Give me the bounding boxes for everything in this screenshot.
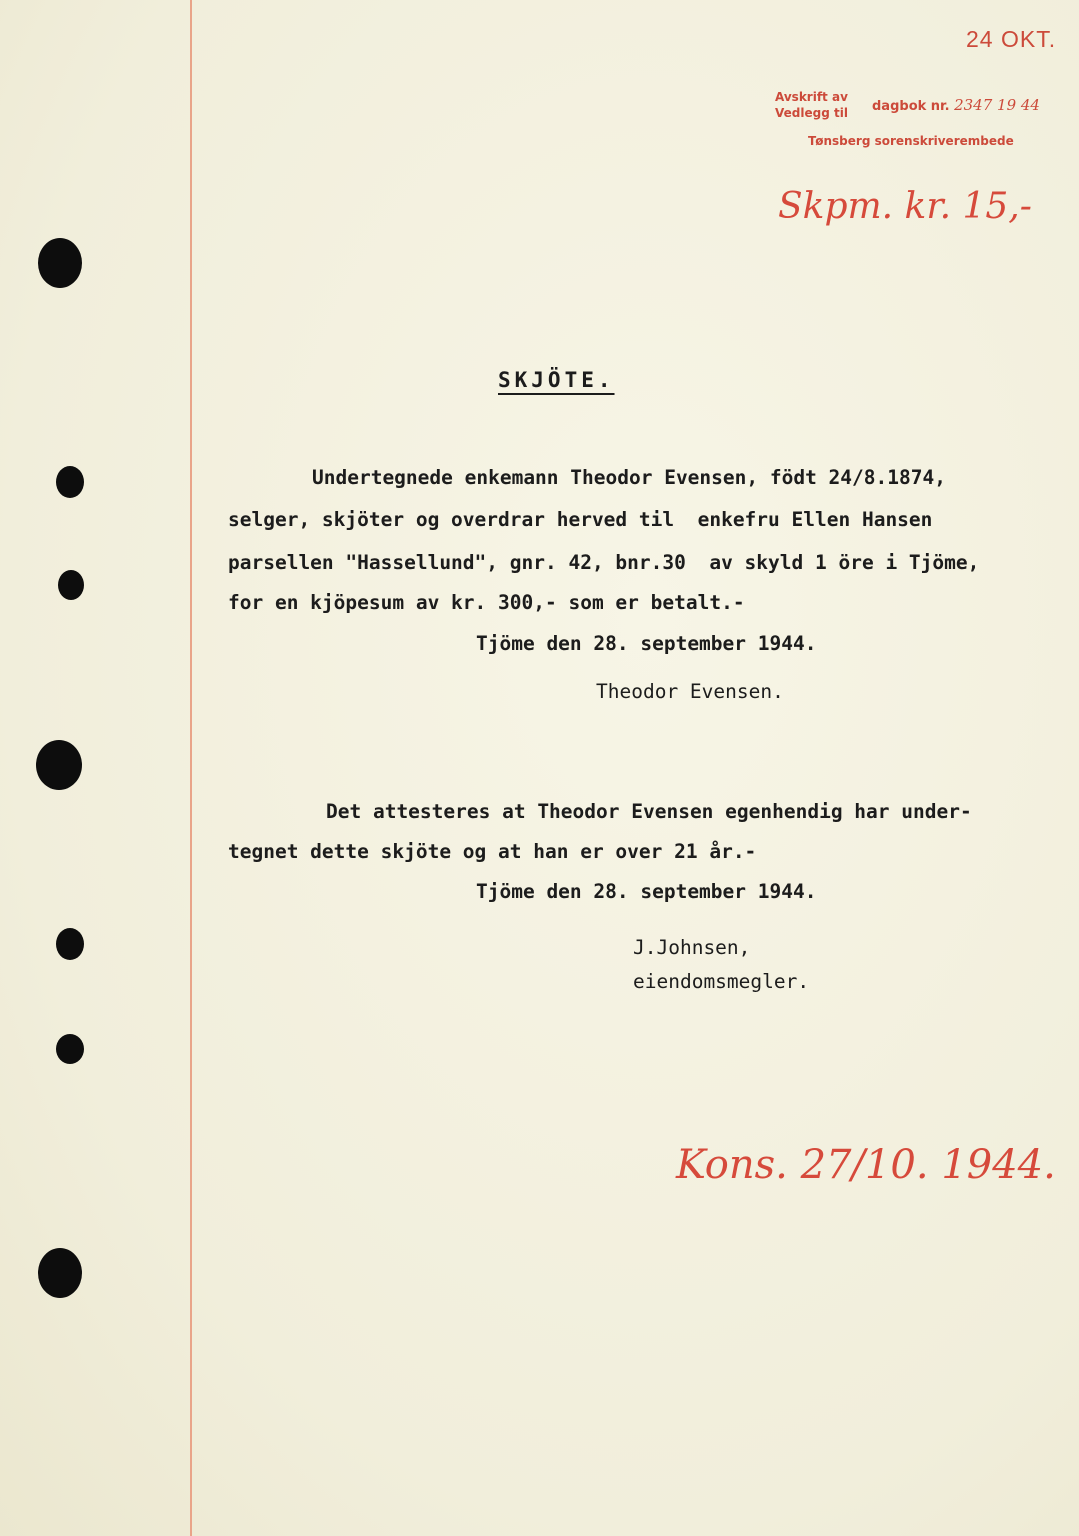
paragraph2-line: tegnet dette skjöte og at han er over 21 år.-	[228, 840, 757, 863]
paragraph1-line: for en kjöpesum av kr. 300,- som er betalt.-	[228, 591, 745, 614]
handwritten-registration-date: Kons. 27/10. 1944.	[676, 1142, 1056, 1188]
stamp-office: Tønsberg sorenskriverembede	[808, 134, 1014, 148]
place-date-2: Tjöme den 28. september 1944.	[476, 880, 817, 903]
paragraph1-line: parsellen "Hassellund", gnr. 42, bnr.30 av skyld 1 öre i Tjöme,	[228, 551, 980, 574]
signature-witness-title: eiendomsmegler.	[633, 970, 810, 993]
signature-seller: Theodor Evensen.	[596, 680, 784, 703]
stamp-attachment-label: Vedlegg til	[775, 106, 848, 120]
document-title: SKJÖTE.	[498, 368, 615, 392]
handwritten-fee-note: Skpm. kr. 15,-	[778, 186, 1032, 227]
punch-hole	[56, 466, 84, 498]
punch-hole	[38, 238, 82, 288]
place-date-1: Tjöme den 28. september 1944.	[476, 632, 817, 655]
paragraph1-line: Undertegnede enkemann Theodor Evensen, födt 24/8.1874,	[312, 466, 946, 489]
signature-witness-name: J.Johnsen,	[633, 936, 751, 959]
paragraph1-line: selger, skjöter og overdrar herved til enkefru Ellen Hansen	[228, 508, 933, 531]
punch-hole	[36, 740, 82, 790]
punch-hole	[56, 1034, 84, 1064]
margin-line	[190, 0, 192, 1536]
stamp-journal-value: 2347 19 44	[954, 96, 1040, 114]
punch-hole	[56, 928, 84, 960]
punch-hole	[58, 570, 84, 600]
paragraph2-line: Det attesteres at Theodor Evensen egenhendig har under-	[326, 800, 972, 823]
received-date-stamp: 24 OKT.	[966, 26, 1057, 52]
stamp-journal-label: dagbok nr.	[872, 99, 950, 114]
stamp-copy-label: Avskrift av	[775, 90, 848, 104]
stamp-journal-number	[872, 96, 1040, 114]
punch-hole	[38, 1248, 82, 1298]
